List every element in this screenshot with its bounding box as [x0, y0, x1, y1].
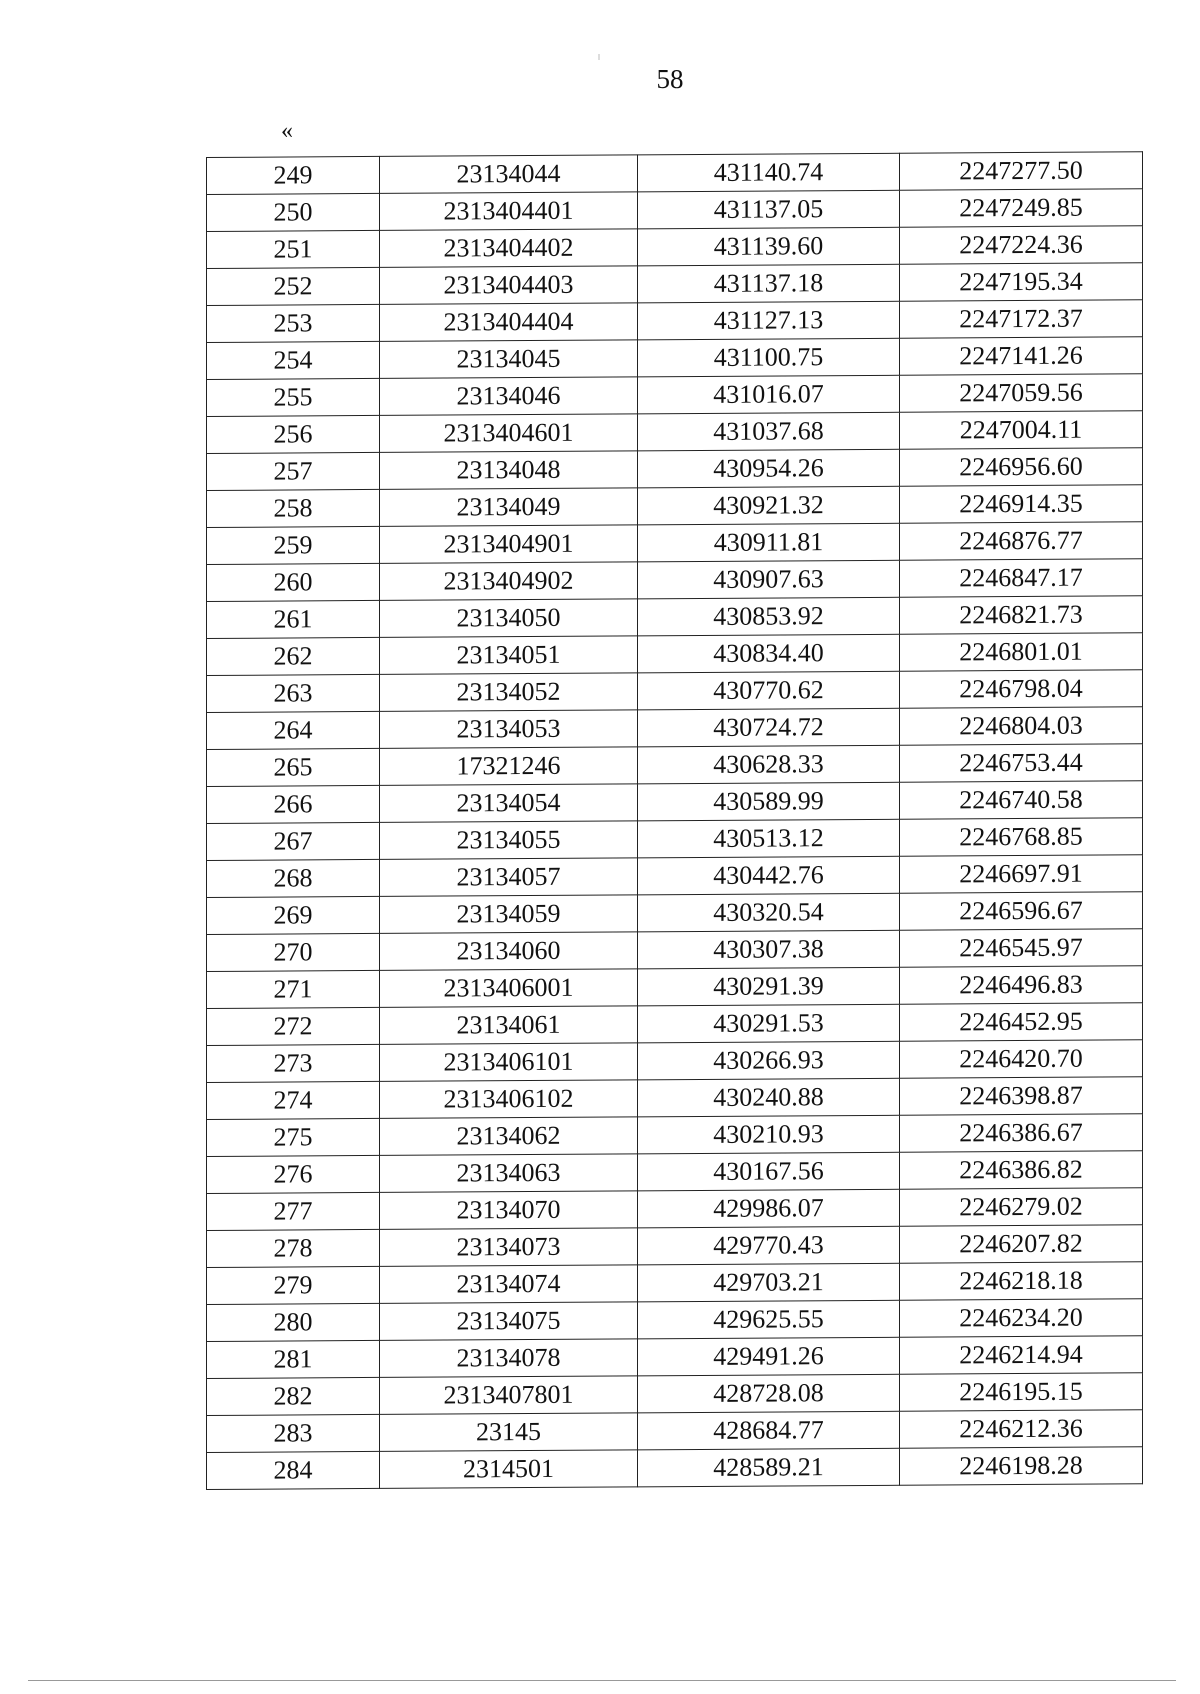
row-number-cell: 260: [207, 563, 380, 601]
row-number-cell: 275: [207, 1118, 380, 1156]
x-coordinate-cell: 430307.38: [638, 930, 900, 969]
table-row: [207, 1373, 1143, 1416]
x-coordinate-cell: 430628.33: [638, 745, 900, 784]
x-coordinate-cell: 430954.26: [638, 449, 900, 488]
x-coordinate-cell: 430853.92: [638, 597, 900, 636]
row-number-cell: 257: [207, 452, 380, 490]
x-coordinate-cell: 430911.81: [638, 523, 900, 562]
y-coordinate-cell: 2246753.44: [900, 744, 1143, 782]
table-row: [207, 411, 1143, 454]
y-coordinate-cell: 2247141.26: [900, 337, 1143, 375]
row-number-cell: 271: [207, 970, 380, 1008]
table-row: [207, 152, 1143, 195]
x-coordinate-cell: 431137.05: [638, 190, 900, 229]
x-coordinate-cell: 430834.40: [638, 634, 900, 673]
x-coordinate-cell: 429770.43: [638, 1226, 900, 1265]
x-coordinate-cell: 431137.18: [638, 264, 900, 303]
row-number-cell: 279: [207, 1266, 380, 1304]
row-number-cell: 274: [207, 1081, 380, 1119]
point-id-cell: 23134074: [380, 1265, 638, 1304]
table-row: [207, 596, 1143, 639]
point-id-cell: 23134045: [380, 340, 638, 379]
point-id-cell: 23134075: [380, 1302, 638, 1341]
y-coordinate-cell: 2246956.60: [900, 448, 1143, 486]
row-number-cell: 258: [207, 489, 380, 527]
x-coordinate-cell: 431016.07: [638, 375, 900, 414]
table-row: [207, 966, 1143, 1009]
y-coordinate-cell: 2246207.82: [900, 1225, 1143, 1263]
row-number-cell: 276: [207, 1155, 380, 1193]
table-row: [207, 559, 1143, 602]
point-id-cell: 23134063: [380, 1154, 638, 1193]
table-row: [207, 1188, 1143, 1231]
y-coordinate-cell: 2246801.01: [900, 633, 1143, 671]
table-row: [207, 781, 1143, 824]
point-id-cell: 23134054: [380, 784, 638, 823]
x-coordinate-cell: 430770.62: [638, 671, 900, 710]
table-row: [207, 1447, 1143, 1490]
y-coordinate-cell: 2246452.95: [900, 1003, 1143, 1041]
point-id-cell: 2314501: [380, 1450, 638, 1489]
scan-artifact: [598, 54, 600, 60]
row-number-cell: 251: [207, 230, 380, 268]
table-row: [207, 818, 1143, 861]
y-coordinate-cell: 2246821.73: [900, 596, 1143, 634]
row-number-cell: 254: [207, 341, 380, 379]
x-coordinate-cell: 430589.99: [638, 782, 900, 821]
x-coordinate-cell: 430320.54: [638, 893, 900, 932]
table-row: [207, 337, 1143, 380]
y-coordinate-cell: 2246195.15: [900, 1373, 1143, 1411]
y-coordinate-cell: 2246198.28: [900, 1447, 1143, 1485]
page-number: 58: [656, 64, 684, 94]
point-id-cell: 23134078: [380, 1339, 638, 1378]
x-coordinate-cell: 430240.88: [638, 1078, 900, 1117]
bottom-rule: [28, 1680, 1176, 1681]
x-coordinate-cell: 431100.75: [638, 338, 900, 377]
row-number-cell: 250: [207, 193, 380, 231]
table-row: [207, 1225, 1143, 1268]
table-row: [207, 1114, 1143, 1157]
table-row: [207, 670, 1143, 713]
y-coordinate-cell: 2247059.56: [900, 374, 1143, 412]
table-row: [207, 300, 1143, 343]
row-number-cell: 278: [207, 1229, 380, 1267]
coordinates-table-body: [207, 152, 1143, 1490]
y-coordinate-cell: 2246740.58: [900, 781, 1143, 819]
y-coordinate-cell: 2246798.04: [900, 670, 1143, 708]
point-id-cell: 23134051: [380, 636, 638, 675]
point-id-cell: 23134061: [380, 1006, 638, 1045]
y-coordinate-cell: 2246804.03: [900, 707, 1143, 745]
y-coordinate-cell: 2247224.36: [900, 226, 1143, 264]
x-coordinate-cell: 430921.32: [638, 486, 900, 525]
y-coordinate-cell: 2247249.85: [900, 189, 1143, 227]
y-coordinate-cell: 2246697.91: [900, 855, 1143, 893]
x-coordinate-cell: 431140.74: [638, 153, 900, 192]
row-number-cell: 269: [207, 896, 380, 934]
y-coordinate-cell: 2246386.82: [900, 1151, 1143, 1189]
point-id-cell: 23134044: [380, 155, 638, 194]
row-number-cell: 255: [207, 378, 380, 416]
row-number-cell: 252: [207, 267, 380, 305]
row-number-cell: 284: [207, 1451, 380, 1489]
table-row: [207, 1262, 1143, 1305]
point-id-cell: 23134057: [380, 858, 638, 897]
row-number-cell: 261: [207, 600, 380, 638]
y-coordinate-cell: 2246914.35: [900, 485, 1143, 523]
point-id-cell: 23134052: [380, 673, 638, 712]
y-coordinate-cell: 2246876.77: [900, 522, 1143, 560]
x-coordinate-cell: 430291.39: [638, 967, 900, 1006]
point-id-cell: 23134048: [380, 451, 638, 490]
point-id-cell: 23134050: [380, 599, 638, 638]
table-row: [207, 1003, 1143, 1046]
table-row: [207, 189, 1143, 232]
x-coordinate-cell: 430513.12: [638, 819, 900, 858]
point-id-cell: 23134070: [380, 1191, 638, 1230]
point-id-cell: 2313406102: [380, 1080, 638, 1119]
y-coordinate-cell: 2247277.50: [900, 152, 1143, 190]
row-number-cell: 268: [207, 859, 380, 897]
x-coordinate-cell: 430266.93: [638, 1041, 900, 1080]
row-number-cell: 263: [207, 674, 380, 712]
y-coordinate-cell: 2246420.70: [900, 1040, 1143, 1078]
point-id-cell: 23134053: [380, 710, 638, 749]
y-coordinate-cell: 2246234.20: [900, 1299, 1143, 1337]
point-id-cell: 2313404401: [380, 192, 638, 231]
point-id-cell: 2313404402: [380, 229, 638, 268]
row-number-cell: 259: [207, 526, 380, 564]
x-coordinate-cell: 431037.68: [638, 412, 900, 451]
x-coordinate-cell: 430442.76: [638, 856, 900, 895]
table-row: [207, 744, 1143, 787]
point-id-cell: 23134073: [380, 1228, 638, 1267]
x-coordinate-cell: 430907.63: [638, 560, 900, 599]
x-coordinate-cell: 431139.60: [638, 227, 900, 266]
point-id-cell: 23134046: [380, 377, 638, 416]
row-number-cell: 267: [207, 822, 380, 860]
table-row: [207, 1077, 1143, 1120]
table-row: [207, 1299, 1143, 1342]
row-number-cell: 273: [207, 1044, 380, 1082]
table-row: [207, 1040, 1143, 1083]
point-id-cell: 2313404404: [380, 303, 638, 342]
point-id-cell: 2313404901: [380, 525, 638, 564]
point-id-cell: 2313404601: [380, 414, 638, 453]
table-row: [207, 1336, 1143, 1379]
row-number-cell: 262: [207, 637, 380, 675]
y-coordinate-cell: 2247172.37: [900, 300, 1143, 338]
row-number-cell: 277: [207, 1192, 380, 1230]
x-coordinate-cell: 428684.77: [638, 1411, 900, 1450]
x-coordinate-cell: 430291.53: [638, 1004, 900, 1043]
y-coordinate-cell: 2246386.67: [900, 1114, 1143, 1152]
point-id-cell: 23134059: [380, 895, 638, 934]
row-number-cell: 283: [207, 1414, 380, 1452]
point-id-cell: 23134055: [380, 821, 638, 860]
y-coordinate-cell: 2246398.87: [900, 1077, 1143, 1115]
point-id-cell: 23134049: [380, 488, 638, 527]
coordinates-table: [206, 151, 1143, 1490]
row-number-cell: 256: [207, 415, 380, 453]
table-row: [207, 485, 1143, 528]
x-coordinate-cell: 429703.21: [638, 1263, 900, 1302]
point-id-cell: 17321246: [380, 747, 638, 786]
row-number-cell: 270: [207, 933, 380, 971]
x-coordinate-cell: 430210.93: [638, 1115, 900, 1154]
row-number-cell: 264: [207, 711, 380, 749]
table-row: [207, 522, 1143, 565]
x-coordinate-cell: 428728.08: [638, 1374, 900, 1413]
table-row: [207, 226, 1143, 269]
x-coordinate-cell: 430724.72: [638, 708, 900, 747]
point-id-cell: 23145: [380, 1413, 638, 1452]
table-row: [207, 1151, 1143, 1194]
y-coordinate-cell: 2247195.34: [900, 263, 1143, 301]
point-id-cell: 23134062: [380, 1117, 638, 1156]
table-row: [207, 448, 1143, 491]
y-coordinate-cell: 2246768.85: [900, 818, 1143, 856]
table-row: [207, 1410, 1143, 1453]
x-coordinate-cell: 428589.21: [638, 1448, 900, 1487]
y-coordinate-cell: 2246847.17: [900, 559, 1143, 597]
x-coordinate-cell: 431127.13: [638, 301, 900, 340]
point-id-cell: 2313407801: [380, 1376, 638, 1415]
y-coordinate-cell: 2246496.83: [900, 966, 1143, 1004]
y-coordinate-cell: 2246218.18: [900, 1262, 1143, 1300]
table-row: [207, 633, 1143, 676]
table-row: [207, 892, 1143, 935]
x-coordinate-cell: 429491.26: [638, 1337, 900, 1376]
row-number-cell: 282: [207, 1377, 380, 1415]
row-number-cell: 281: [207, 1340, 380, 1378]
row-number-cell: 265: [207, 748, 380, 786]
row-number-cell: 253: [207, 304, 380, 342]
point-id-cell: 2313406001: [380, 969, 638, 1008]
table-row: [207, 855, 1143, 898]
continuation-mark: «: [281, 118, 293, 144]
row-number-cell: 266: [207, 785, 380, 823]
point-id-cell: 2313404403: [380, 266, 638, 305]
table-row: [207, 707, 1143, 750]
y-coordinate-cell: 2247004.11: [900, 411, 1143, 449]
y-coordinate-cell: 2246596.67: [900, 892, 1143, 930]
row-number-cell: 249: [207, 156, 380, 194]
point-id-cell: 23134060: [380, 932, 638, 971]
y-coordinate-cell: 2246545.97: [900, 929, 1143, 967]
y-coordinate-cell: 2246279.02: [900, 1188, 1143, 1226]
y-coordinate-cell: 2246212.36: [900, 1410, 1143, 1448]
table-row: [207, 929, 1143, 972]
row-number-cell: 272: [207, 1007, 380, 1045]
x-coordinate-cell: 429625.55: [638, 1300, 900, 1339]
x-coordinate-cell: 430167.56: [638, 1152, 900, 1191]
table-row: [207, 374, 1143, 417]
point-id-cell: 2313404902: [380, 562, 638, 601]
row-number-cell: 280: [207, 1303, 380, 1341]
y-coordinate-cell: 2246214.94: [900, 1336, 1143, 1374]
x-coordinate-cell: 429986.07: [638, 1189, 900, 1228]
table-row: [207, 263, 1143, 306]
point-id-cell: 2313406101: [380, 1043, 638, 1082]
